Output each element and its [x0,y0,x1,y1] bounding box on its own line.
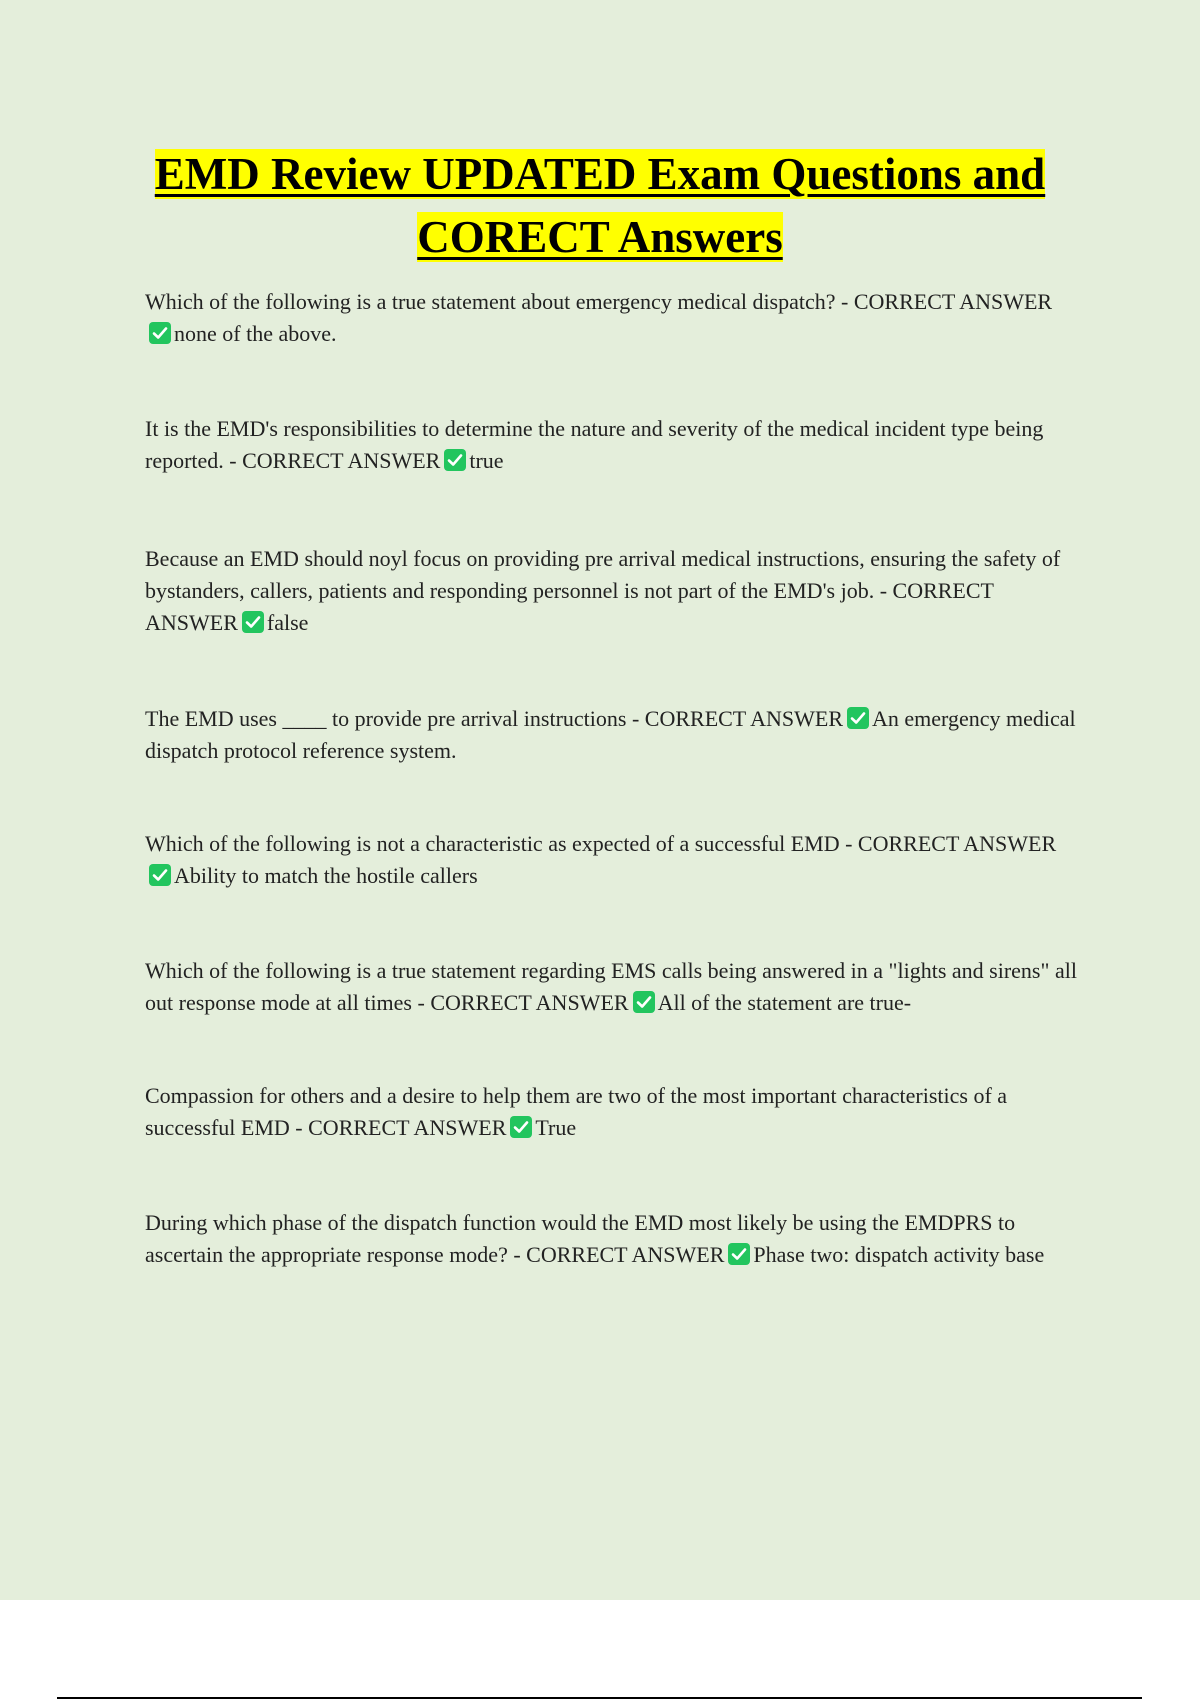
title-block [150,143,1050,269]
answer-text: true [469,448,504,473]
answer-text: True [535,1115,577,1140]
footer-divider [57,1697,1142,1699]
check-box-icon [728,1243,750,1265]
qa-item [145,543,1080,639]
question-text: Which of the following is not a characteristic as expected of a successful EMD - CORRECT ANSWER [145,831,1057,856]
answer-text: An emergency medical dispatch protocol reference system. [145,706,1076,763]
document-title [150,143,1050,269]
qa-item [145,286,1080,350]
answer-text: Ability to match the hostile callers [174,863,478,888]
qa-item [145,413,1080,477]
qa-item [145,955,1080,1019]
check-box-icon [444,449,466,471]
qa-item [145,828,1080,892]
check-box-icon [242,611,264,633]
question-text: Which of the following is a true statement about emergency medical dispatch? - CORRECT ANSWER [145,289,1053,314]
qa-item [145,1080,1080,1144]
check-box-icon [149,322,171,344]
check-box-icon [633,991,655,1013]
document-title-text: EMD Review UPDATED Exam Questions and CORECT Answers [154,149,1046,262]
qa-item [145,1207,1080,1271]
question-text: The EMD uses ____ to provide pre arrival instructions - CORRECT ANSWER [145,706,844,731]
question-text: It is the EMD's responsibilities to determine the nature and severity of the medical incident type being reported. - CORRECT ANSWER [145,416,1044,473]
question-text: Compassion for others and a desire to help them are two of the most important characteristics of a successful EMD - CORRECT ANSWER [145,1083,1008,1140]
check-box-icon [847,707,869,729]
answer-text: All of the statement are true- [657,990,912,1015]
answer-text: Phase two: dispatch activity base [753,1242,1045,1267]
check-box-icon [510,1116,532,1138]
qa-item [145,703,1080,767]
qa-list [145,286,1080,1334]
question-text: Because an EMD should noyl focus on providing pre arrival medical instructions, ensuring the safety of bystanders, callers, patients and responding personnel is not part of the EMD's job. - CORRECT ANSWER [145,546,1061,635]
question-text: During which phase of the dispatch function would the EMD most likely be using the EMDPRS to ascertain the appropriate response mode? - CORRECT ANSWER [145,1210,1016,1267]
answer-text: false [266,610,309,635]
question-text: Which of the following is a true statement regarding EMS calls being answered in a "lights and sirens" all out response mode at all times - CORRECT ANSWER [145,958,1077,1015]
answer-text: none of the above. [174,321,337,346]
check-box-icon [149,864,171,886]
